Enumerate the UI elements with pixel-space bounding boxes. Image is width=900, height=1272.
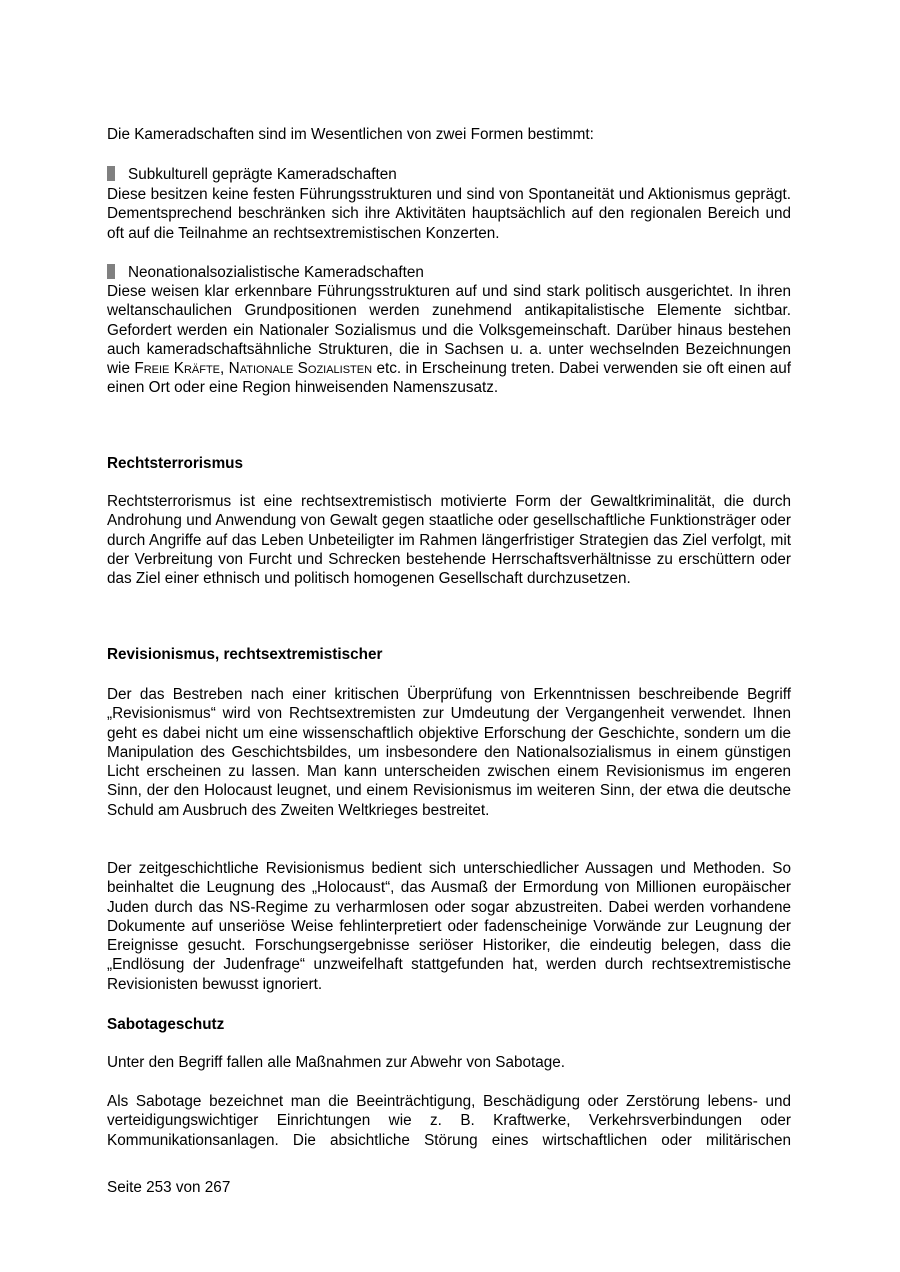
- sabotageschutz-paragraph-1: Unter den Begriff fallen alle Maßnahmen zur Abwehr von Sabotage.: [107, 1054, 566, 1071]
- intro-text: Die Kameradschaften sind im Wesentlichen von zwei Formen bestimmt:: [107, 126, 594, 143]
- square-bullet-icon: [107, 264, 115, 279]
- revisionismus-paragraph-1: Der das Bestreben nach einer kritischen Überprüfung von Erkenntnissen beschreibende Begriff „Revisionismus“ wird von Rechtsextremisten zur Umdeutung der Vergangenheit verwendet. Ihnen geht es dabei nicht um eine wissenschaftlich objektive Erforschung der Geschichte, sondern um die Manipulation des Geschichtsbildes, um insbesondere den Nationalsozialismus in einem günstigen Licht erscheinen zu lassen. Man kann unterscheiden zwischen einem Revisionismus im engeren Sinn, der den Holocaust leugnet, und einem Revisionismus im weiteren Sinn, der etwa die deutsche Schuld am Ausbruch des Zweiten Weltkrieges bestreitet.: [107, 686, 791, 819]
- bullet-title: Subkulturell geprägte Kameradschaften: [128, 166, 397, 183]
- heading-revisionismus: Revisionismus, rechtsextremistischer: [107, 646, 383, 663]
- text-part: Diese weisen klar erkennbare Führungsstrukturen auf und sind stark politisch ausgerichtet. In ihren weltanschaulichen Grundpositionen werden zunehmend antikapitalistische Elemente sichtbar. Gefordert werden ein Nationaler Sozialismus und die Volksgemeinschaft. Darüber hinaus bestehen auch kameradschaftsähnliche Strukturen, die in Sachsen u. a. unter wechselnden Bezeichnungen wie: [107, 283, 791, 378]
- text-part: ,: [220, 360, 225, 378]
- bullet-neonational: [107, 263, 791, 282]
- term-nationale-sozialisten: Nationale Sozialisten: [228, 360, 373, 378]
- square-bullet-icon: [107, 166, 115, 181]
- revisionismus-paragraph-2: Der zeitgeschichtliche Revisionismus bedient sich unterschiedlicher Aussagen und Methoden. So beinhaltet die Leugnung des „Holocaust“, das Ausmaß der Ermordung von Millionen europäischer Juden durch das NS-Regime zu verharmlosen oder sogar abzustreiten. Dabei werden vorhandene Dokumente auf unseriöse Weise fehlinterpretiert oder fadenscheinige Vorwände zur Leugnung der Ereignisse gesucht. Forschungsergebnisse seriöser Historiker, die eindeutig belegen, dass die „Endlösung der Judenfrage“ unzweifelhaft stattgefunden hat, werden durch rechtsextremistische Revisionisten bewusst ignoriert.: [107, 860, 791, 993]
- sabotageschutz-paragraph-2: Als Sabotage bezeichnet man die Beeinträchtigung, Beschädigung oder Zerstörung lebens- und verteidigungswichtiger Einrichtungen wie z. B. Kraftwerke, Verkehrsverbindungen oder Kommunikationsanlagen. Die absichtliche Störung eines wirtschaftlichen oder militärischen: [107, 1093, 791, 1149]
- text-part: etc. in Erscheinung treten. Dabei verwenden sie oft einen auf einen Ort oder eine Region hinweisenden Namenszusatz.: [107, 360, 791, 397]
- heading-sabotageschutz: Sabotageschutz: [107, 1016, 225, 1033]
- heading-rechtsterrorismus: Rechtsterrorismus: [107, 455, 244, 472]
- term-freie-kraefte: Freie Kräfte: [134, 360, 221, 378]
- bullet-title: Neonationalsozialistische Kameradschaften: [128, 264, 424, 281]
- page-number-footer: Seite 253 von 267: [107, 1179, 231, 1196]
- bullet-subkulturell-text: Diese besitzen keine festen Führungsstrukturen und sind von Spontaneität und Aktionismus geprägt. Dementsprechend beschränken sich ihre Aktivitäten hauptsächlich auf den regionalen Bereich und oft auf die Teilnahme an rechtsextremistischen Konzerten.: [107, 186, 791, 242]
- bullet-neonational-text: [107, 282, 791, 398]
- bullet-subkulturell: [107, 165, 791, 184]
- rechtsterrorismus-paragraph: Rechtsterrorismus ist eine rechtsextremistisch motivierte Form der Gewaltkriminalität, die durch Androhung und Anwendung von Gewalt gegen staatliche oder gesellschaftliche Funktionsträger oder durch Angriffe auf das Leben Unbeteiligter im Rahmen längerfristiger Strategien das Ziel verfolgt, mit der Verbreitung von Furcht und Schrecken bestehende Herrschaftsverhältnisse zu erschüttern oder das Ziel einer ethnisch und politisch homogenen Gesellschaft durchzusetzen.: [107, 493, 791, 588]
